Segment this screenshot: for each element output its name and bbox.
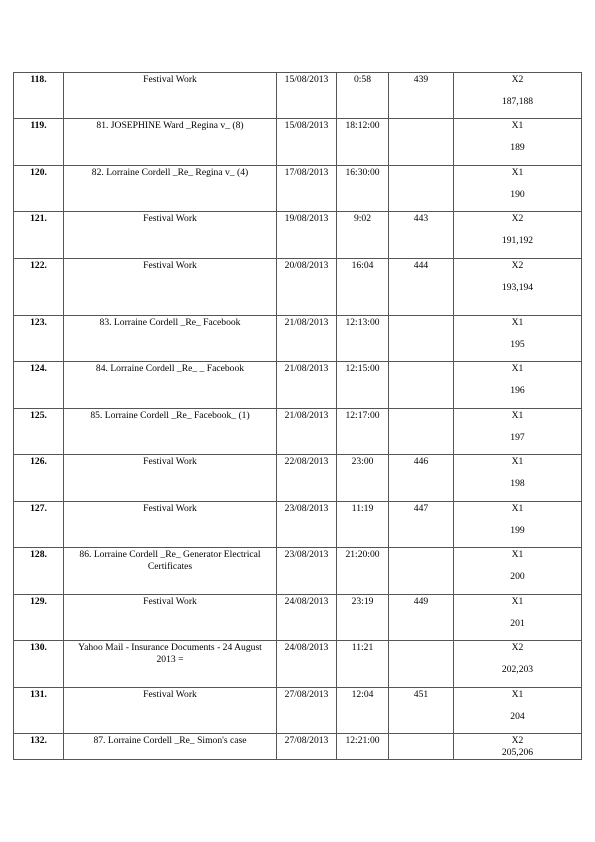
row-copies — [454, 548, 582, 595]
row-id — [389, 734, 454, 760]
table-row — [14, 166, 582, 212]
row-description: Yahoo Mail - Insurance Documents - 24 August 2013 = — [64, 641, 277, 688]
row-date: 27/08/2013 — [277, 734, 337, 760]
row-description: Festival Work — [64, 502, 277, 548]
row-page-refs: 202,203 — [501, 664, 534, 675]
row-number: 129. — [14, 595, 64, 641]
table-row — [14, 455, 582, 502]
row-page-refs: 190 — [510, 189, 525, 200]
row-copy-count: X2 — [511, 642, 524, 653]
row-date: 19/08/2013 — [277, 212, 337, 259]
table-row — [14, 688, 582, 734]
row-description: 81. JOSEPHINE Ward _Regina v_ (8) — [64, 119, 277, 166]
row-description: 82. Lorraine Cordell _Re_ Regina v_ (4) — [64, 166, 277, 212]
row-description: Festival Work — [64, 212, 277, 259]
row-date: 21/08/2013 — [277, 362, 337, 409]
row-id — [389, 548, 454, 595]
row-date: 27/08/2013 — [277, 688, 337, 734]
row-date: 24/08/2013 — [277, 641, 337, 688]
row-copy-count: X1 — [511, 689, 524, 700]
row-page-refs: 195 — [510, 339, 525, 350]
row-page-refs: 205,206 — [501, 747, 534, 758]
row-copy-count: X2 — [511, 213, 524, 224]
row-number: 121. — [14, 212, 64, 259]
row-copies — [454, 455, 582, 502]
row-time: 16:30:00 — [337, 166, 389, 212]
row-page-refs: 197 — [510, 432, 525, 443]
row-description: 87. Lorraine Cordell _Re_ Simon's case — [64, 734, 277, 760]
row-id: 444 — [389, 259, 454, 316]
row-date: 21/08/2013 — [277, 316, 337, 362]
row-copies — [454, 502, 582, 548]
table-row — [14, 548, 582, 595]
row-copies — [454, 734, 582, 760]
record-table-body — [14, 73, 582, 760]
row-id: 446 — [389, 455, 454, 502]
row-number: 131. — [14, 688, 64, 734]
row-copies — [454, 166, 582, 212]
row-page-refs: 189 — [510, 142, 525, 153]
row-copies — [454, 409, 582, 455]
row-id: 443 — [389, 212, 454, 259]
row-number: 126. — [14, 455, 64, 502]
row-number: 128. — [14, 548, 64, 595]
row-page-refs: 198 — [510, 478, 525, 489]
table-row — [14, 641, 582, 688]
row-description: 86. Lorraine Cordell _Re_ Generator Electrical Certificates — [64, 548, 277, 595]
row-id — [389, 362, 454, 409]
row-date: 23/08/2013 — [277, 502, 337, 548]
row-id — [389, 316, 454, 362]
row-copies — [454, 688, 582, 734]
row-number: 123. — [14, 316, 64, 362]
row-page-refs: 201 — [510, 618, 525, 629]
row-copy-count: X2 — [511, 260, 524, 271]
row-date: 17/08/2013 — [277, 166, 337, 212]
row-copy-count: X1 — [511, 363, 524, 374]
row-time: 21:20:00 — [337, 548, 389, 595]
row-id — [389, 409, 454, 455]
row-copies — [454, 595, 582, 641]
row-description: 83. Lorraine Cordell _Re_ Facebook — [64, 316, 277, 362]
row-id: 447 — [389, 502, 454, 548]
table-row — [14, 119, 582, 166]
row-number: 124. — [14, 362, 64, 409]
row-id: 439 — [389, 73, 454, 119]
row-time: 0:58 — [337, 73, 389, 119]
table-row — [14, 316, 582, 362]
row-copy-count: X2 — [511, 735, 524, 746]
row-date: 15/08/2013 — [277, 73, 337, 119]
row-id: 451 — [389, 688, 454, 734]
row-description: Festival Work — [64, 455, 277, 502]
row-number: 120. — [14, 166, 64, 212]
row-number: 127. — [14, 502, 64, 548]
row-time: 12:04 — [337, 688, 389, 734]
row-date: 15/08/2013 — [277, 119, 337, 166]
row-number: 122. — [14, 259, 64, 316]
row-time: 23:19 — [337, 595, 389, 641]
row-page-refs: 187,188 — [501, 96, 534, 107]
table-row — [14, 73, 582, 119]
table-row — [14, 362, 582, 409]
table-row — [14, 502, 582, 548]
row-description: 85. Lorraine Cordell _Re_ Facebook_ (1) — [64, 409, 277, 455]
row-id — [389, 166, 454, 212]
row-time: 23:00 — [337, 455, 389, 502]
table-row — [14, 212, 582, 259]
row-id: 449 — [389, 595, 454, 641]
row-date: 21/08/2013 — [277, 409, 337, 455]
row-copy-count: X1 — [511, 456, 524, 467]
row-copy-count: X1 — [511, 167, 524, 178]
row-copy-count: X1 — [511, 549, 524, 560]
row-page-refs: 196 — [510, 385, 525, 396]
table-row — [14, 259, 582, 316]
row-description: Festival Work — [64, 595, 277, 641]
row-date: 23/08/2013 — [277, 548, 337, 595]
row-description: Festival Work — [64, 73, 277, 119]
row-id — [389, 119, 454, 166]
row-copies — [454, 212, 582, 259]
row-time: 11:21 — [337, 641, 389, 688]
row-copies — [454, 641, 582, 688]
row-number: 118. — [14, 73, 64, 119]
row-date: 24/08/2013 — [277, 595, 337, 641]
row-time: 12:21:00 — [337, 734, 389, 760]
table-row — [14, 734, 582, 760]
row-page-refs: 199 — [510, 525, 525, 536]
row-copies — [454, 73, 582, 119]
row-time: 9:02 — [337, 212, 389, 259]
row-id — [389, 641, 454, 688]
row-page-refs: 191,192 — [501, 235, 534, 246]
row-number: 132. — [14, 734, 64, 760]
row-copy-count: X1 — [511, 317, 524, 328]
record-table — [13, 72, 582, 760]
row-time: 12:13:00 — [337, 316, 389, 362]
row-copies — [454, 119, 582, 166]
row-time: 16:04 — [337, 259, 389, 316]
row-description: Festival Work — [64, 259, 277, 316]
row-page-refs: 204 — [510, 711, 525, 722]
row-number: 125. — [14, 409, 64, 455]
row-number: 130. — [14, 641, 64, 688]
row-time: 11:19 — [337, 502, 389, 548]
row-date: 20/08/2013 — [277, 259, 337, 316]
row-copy-count: X1 — [511, 120, 524, 131]
row-copies — [454, 362, 582, 409]
row-page-refs: 200 — [510, 571, 525, 582]
row-copies — [454, 259, 582, 316]
row-description: Festival Work — [64, 688, 277, 734]
row-copies — [454, 316, 582, 362]
row-page-refs: 193,194 — [501, 282, 534, 293]
row-time: 12:17:00 — [337, 409, 389, 455]
row-copy-count: X1 — [511, 596, 524, 607]
row-date: 22/08/2013 — [277, 455, 337, 502]
row-copy-count: X2 — [511, 74, 524, 85]
row-copy-count: X1 — [511, 503, 524, 514]
row-description: 84. Lorraine Cordell _Re_ _ Facebook — [64, 362, 277, 409]
row-copy-count: X1 — [511, 410, 524, 421]
row-number: 119. — [14, 119, 64, 166]
table-row — [14, 595, 582, 641]
table-row — [14, 409, 582, 455]
row-time: 18:12:00 — [337, 119, 389, 166]
row-time: 12:15:00 — [337, 362, 389, 409]
